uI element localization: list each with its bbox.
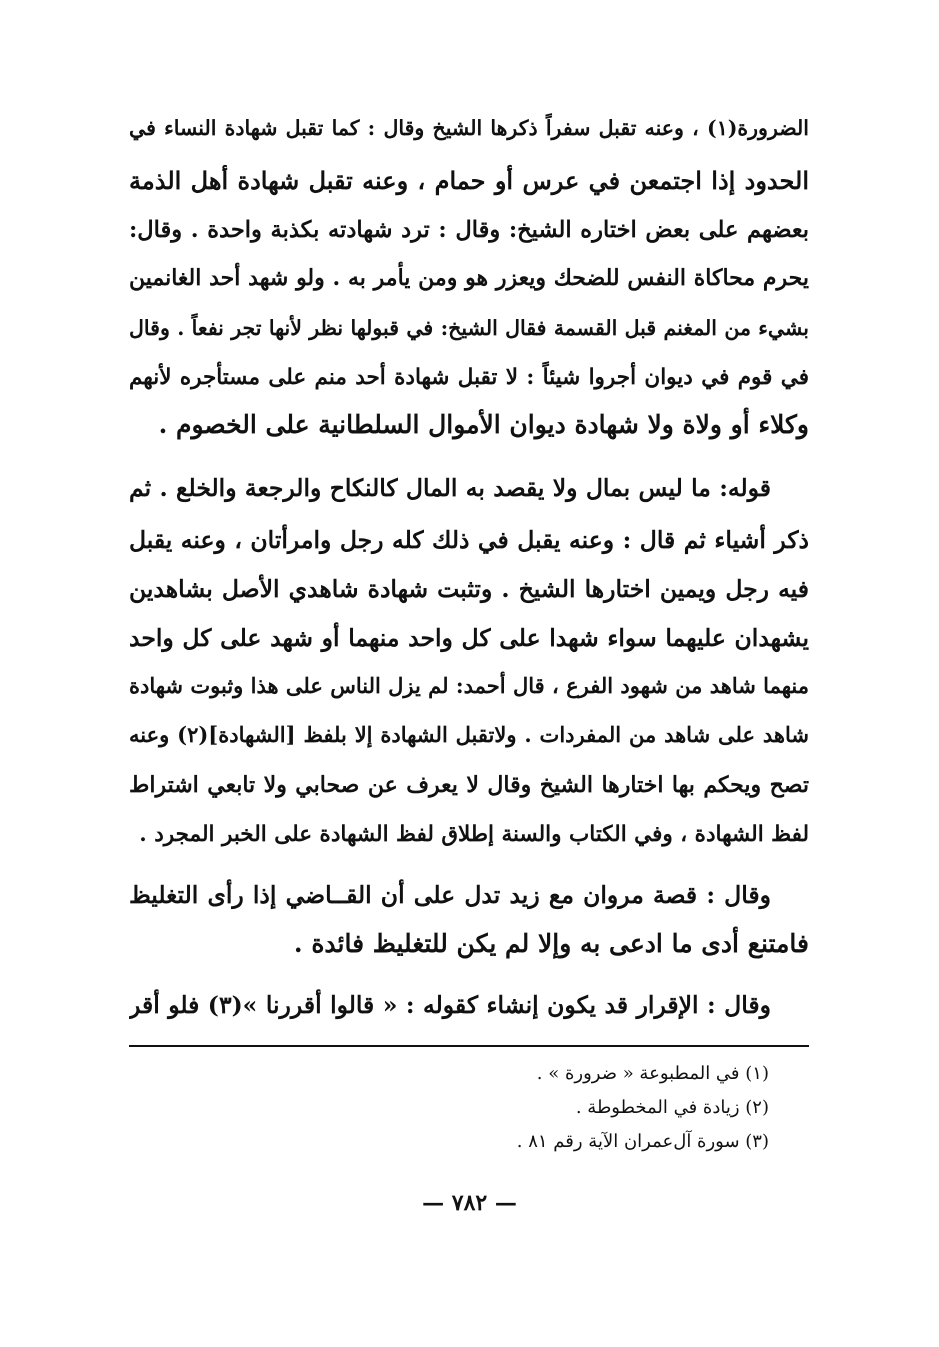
body-line: وقال : الإقرار قد يكون إنشاء كقوله : « قالوا أقررنا »(٣) فلو أقر [129,991,771,1019]
body-line: بعضهم على بعض اختاره الشيخ: وقال : ترد شهادته بكذبة واحدة . وقال: [129,217,809,243]
footnote: (١) في المطبوعة « ضرورة » . [536,1063,769,1084]
body-line: فامتنع أدى ما ادعى به وإلا لم يكن للتغليظ فائدة . [293,929,809,958]
body-line: الحدود إذا اجتمعن في عرس أو حمام ، وعنه تقبل شهادة أهل الذمة [129,166,809,195]
body-line: فيه رجل ويمين اختارها الشيخ . وتثبت شهادة شاهدي الأصل بشاهدين [129,575,809,603]
footnote: (٣) سورة آل‌عمران الآية رقم ٨١ . [516,1131,769,1152]
body-line: تصح ويحكم بها اختارها الشيخ وقال لا يعرف عن صحابي ولا تابعي اشتراط [129,772,809,798]
body-line: منهما شاهد من شهود الفرع ، قال أحمد: لم يزل الناس على هذا وثبوت شهادة [129,673,809,698]
body-line: بشيء من المغنم قبل القسمة فقال الشيخ: في قبولها نظر لأنها تجر نفعاً . وقال [129,316,809,340]
body-line: وقال : قصة مروان مع زيد تدل على أن القــاضي إذا رأى التغليظ [129,881,771,909]
body-line: في قوم في ديوان أجروا شيئاً : لا تقبل شهادة أحد منم على مستأجره لأنهم [129,365,809,390]
body-line: ذكر أشياء ثم قال : وعنه يقبل في ذلك كله رجل وامرأتان ، وعنه يقبل [129,526,809,554]
body-line: وكلاء أو ولاة ولا شهادة ديوان الأموال السلطانية على الخصوم . [158,410,809,439]
body-line: لفظ الشهادة ، وفي الكتاب والسنة إطلاق لفظ الشهادة على الخبر المجرد . [139,822,809,847]
body-line: الضرورة(١) ، وعنه تقبل سفراً ذكرها الشيخ وقال : كما تقبل شهادة النساء في [129,116,809,140]
body-line: قوله: ما ليس بمال ولا يقصد به المال كالنكاح والرجعة والخلع . ثم [129,474,771,502]
footnote-divider [129,1045,809,1047]
body-line: يحرم محاكاة النفس للضحك ويعزر هو ومن يأمر به . ولو شهد أحد الغانمين [129,265,809,291]
body-line: شاهد على شاهد من المفردات . ولاتقبل الشهادة إلا بلفظ [الشهادة](٢) وعنه [129,722,809,747]
footnote: (٢) زيادة في المخطوطة . [575,1097,769,1118]
page-number: — ٧٨٢ — [422,1190,517,1216]
body-line: يشهدان عليهما سواء شهدا على كل واحد منهما أو شهد على كل واحد [129,624,809,652]
